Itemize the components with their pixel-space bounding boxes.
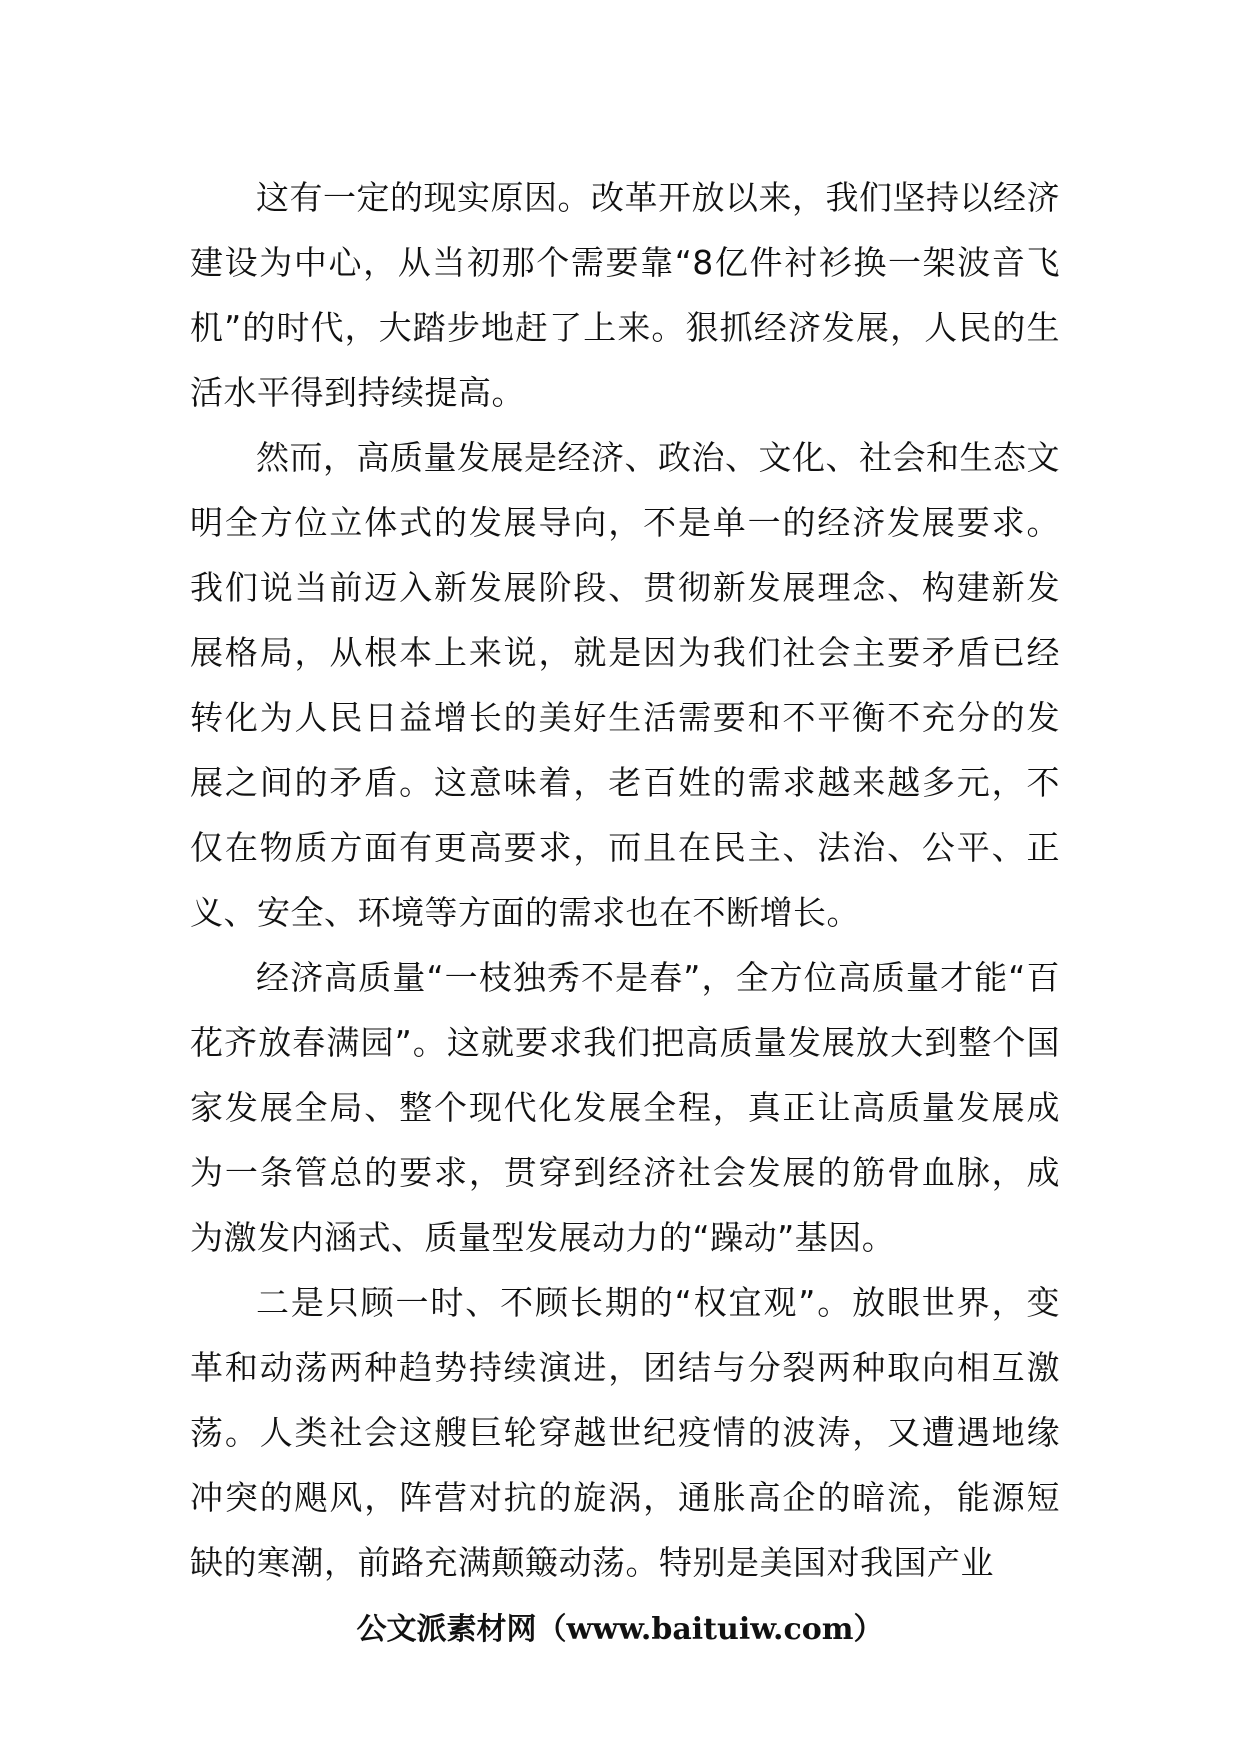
- paragraph: 然而，高质量发展是经济、政治、文化、社会和生态文明全方位立体式的发展导向，不是单一的经济发展要求。我们说当前迈入新发展阶段、贯彻新发展理念、构建新发展格局，从根本上来说，就是因为我们社会主要矛盾已经转化为人民日益增长的美好生活需要和不平衡不充分的发展之间的矛盾。这意味着，老百姓的需求越来越多元，不仅在物质方面有更高要求，而且在民主、法治、公平、正义、安全、环境等方面的需求也在不断增长。: [190, 438, 1060, 932]
- paragraph: 经济高质量“一枝独秀不是春”，全方位高质量才能“百花齐放春满园”。这就要求我们把高质量发展放大到整个国家发展全局、整个现代化发展全程，真正让高质量发展成为一条管总的要求，贯穿到经济社会发展的筋骨血脉，成为激发内涵式、质量型发展动力的“躁动”基因。: [190, 958, 1060, 1257]
- paragraph: 二是只顾一时、不顾长期的“权宜观”。放眼世界，变革和动荡两种趋势持续演进，团结与分裂两种取向相互激荡。人类社会这艘巨轮穿越世纪疫情的波涛，又遭遇地缘冲突的飓风，阵营对抗的旋涡，通胀高企的暗流，能源短缺的寒潮，前路充满颠簸动荡。特别是美国对我国产业: [190, 1283, 1060, 1582]
- footer-watermark: 公文派素材网（www.baituiw.com）: [356, 1612, 884, 1647]
- paragraph: 这有一定的现实原因。改革开放以来，我们坚持以经济建设为中心，从当初那个需要靠“8亿件衬衫换一架波音飞机”的时代，大踏步地赶了上来。狠抓经济发展，人民的生活水平得到持续提高。: [190, 178, 1060, 412]
- document-body: [190, 165, 1060, 1595]
